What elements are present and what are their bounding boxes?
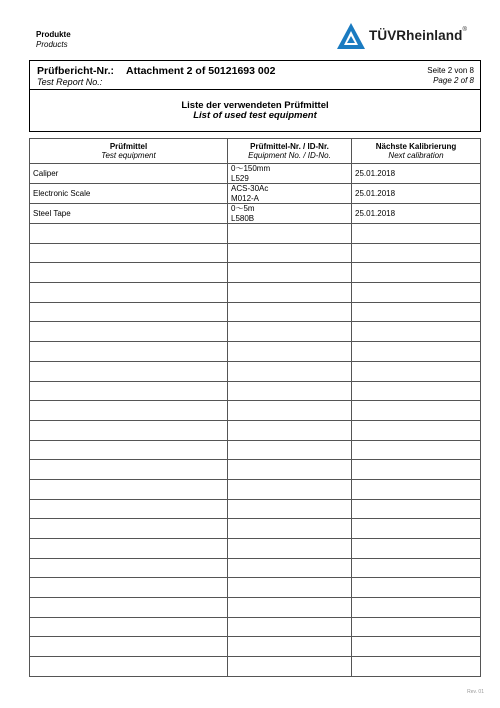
- logo-wordmark: TÜVRheinland®: [369, 27, 467, 43]
- empty-table-row: [30, 558, 481, 578]
- category-label-en: Products: [36, 40, 68, 49]
- empty-cell: [30, 637, 228, 657]
- empty-cell: [352, 539, 481, 559]
- empty-table-row: [30, 460, 481, 480]
- empty-cell: [30, 322, 228, 342]
- report-number-label-de: Prüfbericht-Nr.:: [37, 65, 115, 77]
- calibration-date: 25.01.2018: [352, 164, 481, 184]
- empty-cell: [352, 381, 481, 401]
- empty-cell: [228, 657, 352, 677]
- empty-cell: [30, 224, 228, 244]
- equipment-id: 0～150mm L529: [228, 164, 352, 184]
- empty-table-row: [30, 637, 481, 657]
- empty-cell: [228, 637, 352, 657]
- table-row: [30, 204, 481, 224]
- empty-cell: [228, 617, 352, 637]
- empty-cell: [352, 342, 481, 362]
- empty-cell: [30, 479, 228, 499]
- empty-cell: [228, 460, 352, 480]
- empty-table-row: [30, 263, 481, 283]
- page-indicator-en: Page 2 of 8: [433, 76, 474, 85]
- empty-cell: [30, 539, 228, 559]
- empty-cell: [30, 283, 228, 303]
- tuv-rheinland-logo: [336, 22, 486, 52]
- section-title-box: [29, 90, 481, 132]
- empty-cell: [352, 637, 481, 657]
- empty-table-row: [30, 578, 481, 598]
- empty-cell: [30, 401, 228, 421]
- empty-cell: [30, 361, 228, 381]
- equipment-id: ACS-30Ac M012-A: [228, 184, 352, 204]
- empty-table-row: [30, 243, 481, 263]
- empty-table-row: [30, 499, 481, 519]
- empty-cell: [228, 342, 352, 362]
- table-row: [30, 164, 481, 184]
- empty-cell: [352, 263, 481, 283]
- empty-table-row: [30, 440, 481, 460]
- equipment-id: 0～5m L580B: [228, 204, 352, 224]
- empty-cell: [30, 263, 228, 283]
- calibration-date: 25.01.2018: [352, 184, 481, 204]
- empty-cell: [228, 479, 352, 499]
- empty-table-row: [30, 617, 481, 637]
- column-header-equipment: Prüfmittel Test equipment: [30, 139, 228, 164]
- empty-table-row: [30, 361, 481, 381]
- empty-cell: [352, 598, 481, 618]
- empty-cell: [228, 598, 352, 618]
- empty-cell: [228, 224, 352, 244]
- empty-cell: [228, 322, 352, 342]
- equipment-name: Electronic Scale: [30, 184, 228, 204]
- section-title-en: List of used test equipment: [193, 110, 317, 121]
- report-number-label-en: Test Report No.:: [37, 77, 103, 87]
- empty-cell: [352, 578, 481, 598]
- empty-table-row: [30, 657, 481, 677]
- empty-cell: [352, 617, 481, 637]
- empty-table-row: [30, 401, 481, 421]
- empty-cell: [352, 558, 481, 578]
- empty-cell: [228, 243, 352, 263]
- empty-cell: [228, 263, 352, 283]
- empty-cell: [228, 401, 352, 421]
- category-label-de: Produkte: [36, 30, 71, 39]
- empty-cell: [352, 283, 481, 303]
- revision-label: Rev. 01: [467, 689, 484, 695]
- triangle-logo-icon: [336, 22, 366, 50]
- column-header-equipment-no: Prüfmittel-Nr. / ID-Nr. Equipment No. / ID-No.: [228, 139, 352, 164]
- empty-cell: [30, 440, 228, 460]
- empty-table-row: [30, 224, 481, 244]
- empty-cell: [30, 499, 228, 519]
- column-header-next-calibration: Nächste Kalibrierung Next calibration: [352, 139, 481, 164]
- equipment-name: Steel Tape: [30, 204, 228, 224]
- empty-cell: [30, 657, 228, 677]
- empty-cell: [228, 361, 352, 381]
- empty-cell: [30, 578, 228, 598]
- page-indicator-de: Seite 2 von 8: [427, 66, 474, 75]
- empty-cell: [352, 361, 481, 381]
- empty-cell: [228, 519, 352, 539]
- empty-cell: [352, 401, 481, 421]
- empty-table-row: [30, 539, 481, 559]
- empty-cell: [352, 302, 481, 322]
- empty-cell: [228, 302, 352, 322]
- empty-cell: [352, 440, 481, 460]
- empty-table-row: [30, 519, 481, 539]
- empty-cell: [352, 224, 481, 244]
- report-number: Attachment 2 of 50121693 002: [126, 65, 276, 77]
- empty-cell: [30, 342, 228, 362]
- empty-table-row: [30, 420, 481, 440]
- empty-cell: [30, 598, 228, 618]
- empty-cell: [228, 440, 352, 460]
- section-title-de: Liste der verwendeten Prüfmittel: [181, 100, 329, 111]
- empty-cell: [30, 519, 228, 539]
- empty-cell: [228, 283, 352, 303]
- empty-cell: [228, 420, 352, 440]
- table-header-row: [30, 139, 481, 164]
- empty-table-row: [30, 479, 481, 499]
- empty-cell: [228, 539, 352, 559]
- empty-cell: [228, 381, 352, 401]
- empty-cell: [352, 322, 481, 342]
- empty-table-row: [30, 322, 481, 342]
- empty-cell: [352, 519, 481, 539]
- empty-cell: [30, 558, 228, 578]
- empty-cell: [30, 381, 228, 401]
- empty-cell: [228, 578, 352, 598]
- equipment-name: Caliper: [30, 164, 228, 184]
- empty-table-row: [30, 342, 481, 362]
- empty-table-row: [30, 381, 481, 401]
- empty-cell: [30, 460, 228, 480]
- table-row: [30, 184, 481, 204]
- empty-cell: [352, 460, 481, 480]
- empty-cell: [352, 657, 481, 677]
- equipment-table: [29, 138, 481, 677]
- empty-cell: [30, 420, 228, 440]
- empty-cell: [228, 558, 352, 578]
- empty-cell: [30, 302, 228, 322]
- empty-cell: [352, 420, 481, 440]
- empty-cell: [352, 243, 481, 263]
- empty-cell: [30, 617, 228, 637]
- calibration-date: 25.01.2018: [352, 204, 481, 224]
- report-header-box: [29, 60, 481, 90]
- empty-cell: [30, 243, 228, 263]
- empty-cell: [352, 499, 481, 519]
- empty-table-row: [30, 598, 481, 618]
- empty-cell: [228, 499, 352, 519]
- empty-cell: [352, 479, 481, 499]
- empty-table-row: [30, 283, 481, 303]
- empty-table-row: [30, 302, 481, 322]
